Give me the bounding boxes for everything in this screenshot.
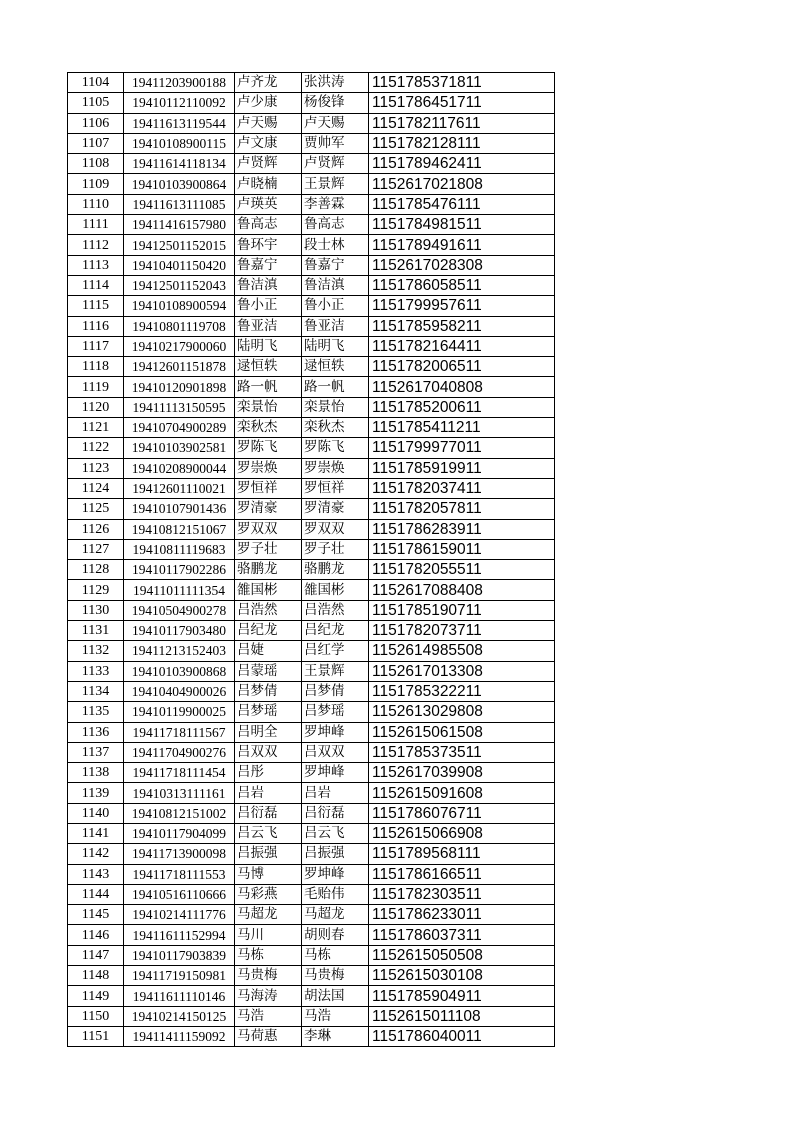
table-row: [68, 235, 555, 255]
table-row: [68, 458, 555, 478]
registration-id-cell: 19410812151002: [124, 803, 235, 823]
payer-name-cell: 马栋: [302, 945, 369, 965]
name-cell: 吕婕: [235, 641, 302, 661]
name-cell: 马博: [235, 864, 302, 884]
table-row: [68, 133, 555, 153]
registration-id-cell: 19410214150125: [124, 1006, 235, 1026]
payment-number-cell: 1151799957611: [369, 296, 555, 316]
registration-id-cell: 19410217900060: [124, 336, 235, 356]
payment-number-cell: 1151789568111: [369, 844, 555, 864]
row-number-cell: 1130: [68, 600, 124, 620]
row-number-cell: 1107: [68, 133, 124, 153]
payer-name-cell: 李琳: [302, 1026, 369, 1046]
payment-number-cell: 1152614985508: [369, 641, 555, 661]
registration-id-cell: 19412601110021: [124, 478, 235, 498]
row-number-cell: 1144: [68, 884, 124, 904]
name-cell: 鲁嘉宁: [235, 255, 302, 275]
name-cell: 马贵梅: [235, 966, 302, 986]
table-row: [68, 905, 555, 925]
table-row: [68, 93, 555, 113]
payment-number-cell: 1151785904911: [369, 986, 555, 1006]
row-number-cell: 1135: [68, 702, 124, 722]
row-number-cell: 1139: [68, 783, 124, 803]
registration-id-cell: 19410103902581: [124, 438, 235, 458]
name-cell: 卢天赐: [235, 113, 302, 133]
payer-name-cell: 栾秋杰: [302, 418, 369, 438]
payment-number-cell: 1151786058511: [369, 275, 555, 295]
registration-id-cell: 19410504900278: [124, 600, 235, 620]
name-cell: 吕振强: [235, 844, 302, 864]
payment-number-cell: 1151782128111: [369, 133, 555, 153]
payer-name-cell: 罗子壮: [302, 539, 369, 559]
name-cell: 卢文康: [235, 133, 302, 153]
payer-name-cell: 贾帅军: [302, 133, 369, 153]
row-number-cell: 1123: [68, 458, 124, 478]
table-row: [68, 600, 555, 620]
table-row: [68, 641, 555, 661]
row-number-cell: 1105: [68, 93, 124, 113]
payer-name-cell: 鲁高志: [302, 215, 369, 235]
row-number-cell: 1108: [68, 154, 124, 174]
payer-name-cell: 李善霖: [302, 194, 369, 214]
name-cell: 鲁亚洁: [235, 316, 302, 336]
registration-id-cell: 19410401150420: [124, 255, 235, 275]
payer-name-cell: 陆明飞: [302, 336, 369, 356]
table-row: [68, 722, 555, 742]
payment-number-cell: 1151785200611: [369, 397, 555, 417]
payer-name-cell: 鲁嘉宁: [302, 255, 369, 275]
table-row: [68, 966, 555, 986]
name-cell: 罗双双: [235, 519, 302, 539]
name-cell: 马栋: [235, 945, 302, 965]
name-cell: 鲁高志: [235, 215, 302, 235]
registration-id-cell: 19410107901436: [124, 499, 235, 519]
row-number-cell: 1140: [68, 803, 124, 823]
row-number-cell: 1114: [68, 275, 124, 295]
payer-name-cell: 吕红学: [302, 641, 369, 661]
payer-name-cell: 王景辉: [302, 174, 369, 194]
registration-id-cell: 19410103900864: [124, 174, 235, 194]
name-cell: 卢齐龙: [235, 73, 302, 93]
row-number-cell: 1126: [68, 519, 124, 539]
row-number-cell: 1142: [68, 844, 124, 864]
registration-id-cell: 19410112110092: [124, 93, 235, 113]
payment-number-cell: 1151784981511: [369, 215, 555, 235]
row-number-cell: 1133: [68, 661, 124, 681]
registration-id-cell: 19411713900098: [124, 844, 235, 864]
payment-number-cell: 1151789462411: [369, 154, 555, 174]
name-cell: 卢瑛英: [235, 194, 302, 214]
table-row: [68, 945, 555, 965]
row-number-cell: 1143: [68, 864, 124, 884]
row-number-cell: 1113: [68, 255, 124, 275]
registration-id-cell: 19410313111161: [124, 783, 235, 803]
payment-number-cell: 1151786283911: [369, 519, 555, 539]
table-row: [68, 742, 555, 762]
row-number-cell: 1132: [68, 641, 124, 661]
payer-name-cell: 吕梦倩: [302, 681, 369, 701]
table-row: [68, 336, 555, 356]
registration-id-cell: 19410811119683: [124, 539, 235, 559]
table-row: [68, 823, 555, 843]
payer-name-cell: 吕衍磊: [302, 803, 369, 823]
registration-id-cell: 19411613119544: [124, 113, 235, 133]
row-number-cell: 1138: [68, 763, 124, 783]
payment-number-cell: 1151785476111: [369, 194, 555, 214]
name-cell: 马浩: [235, 1006, 302, 1026]
registration-id-cell: 19410103900868: [124, 661, 235, 681]
name-cell: 马超龙: [235, 905, 302, 925]
registration-id-cell: 19410108900115: [124, 133, 235, 153]
payment-number-cell: 1151785371811: [369, 73, 555, 93]
table-row: [68, 438, 555, 458]
payer-name-cell: 罗崇焕: [302, 458, 369, 478]
row-number-cell: 1116: [68, 316, 124, 336]
row-number-cell: 1119: [68, 377, 124, 397]
registration-id-cell: 19411203900188: [124, 73, 235, 93]
table-body: [68, 73, 555, 1047]
name-cell: 卢少康: [235, 93, 302, 113]
row-number-cell: 1129: [68, 580, 124, 600]
table-row: [68, 519, 555, 539]
table-row: [68, 215, 555, 235]
table-row: [68, 884, 555, 904]
row-number-cell: 1112: [68, 235, 124, 255]
table-row: [68, 621, 555, 641]
table-row: [68, 73, 555, 93]
registration-id-cell: 19411718111553: [124, 864, 235, 884]
payment-number-cell: 1152617040808: [369, 377, 555, 397]
payer-name-cell: 逯恒轶: [302, 357, 369, 377]
row-number-cell: 1137: [68, 742, 124, 762]
payer-name-cell: 王景辉: [302, 661, 369, 681]
row-number-cell: 1151: [68, 1026, 124, 1046]
payment-number-cell: 1152615091608: [369, 783, 555, 803]
name-cell: 罗清豪: [235, 499, 302, 519]
table-row: [68, 316, 555, 336]
payment-number-cell: 1151785411211: [369, 418, 555, 438]
name-cell: 栾景怡: [235, 397, 302, 417]
payer-name-cell: 卢天赐: [302, 113, 369, 133]
table-row: [68, 844, 555, 864]
row-number-cell: 1110: [68, 194, 124, 214]
payer-name-cell: 杨俊锋: [302, 93, 369, 113]
name-cell: 马海涛: [235, 986, 302, 1006]
payer-name-cell: 卢贤辉: [302, 154, 369, 174]
name-cell: 逯恒轶: [235, 357, 302, 377]
name-cell: 栾秋杰: [235, 418, 302, 438]
payment-number-cell: 1151786451711: [369, 93, 555, 113]
payment-number-cell: 1151782055511: [369, 560, 555, 580]
payment-number-cell: 1151785322211: [369, 681, 555, 701]
registration-id-cell: 19411611110146: [124, 986, 235, 1006]
name-cell: 雒国彬: [235, 580, 302, 600]
data-table: [67, 72, 555, 1047]
payer-name-cell: 罗坤峰: [302, 722, 369, 742]
table-row: [68, 377, 555, 397]
name-cell: 鲁环宇: [235, 235, 302, 255]
table-row: [68, 1026, 555, 1046]
row-number-cell: 1148: [68, 966, 124, 986]
row-number-cell: 1111: [68, 215, 124, 235]
name-cell: 罗崇焕: [235, 458, 302, 478]
registration-id-cell: 19411613111085: [124, 194, 235, 214]
row-number-cell: 1104: [68, 73, 124, 93]
registration-id-cell: 19411011111354: [124, 580, 235, 600]
payer-name-cell: 罗清豪: [302, 499, 369, 519]
payer-name-cell: 马浩: [302, 1006, 369, 1026]
payer-name-cell: 马超龙: [302, 905, 369, 925]
table-row: [68, 783, 555, 803]
row-number-cell: 1106: [68, 113, 124, 133]
name-cell: 罗陈飞: [235, 438, 302, 458]
payment-number-cell: 1151786037311: [369, 925, 555, 945]
name-cell: 路一帆: [235, 377, 302, 397]
payer-name-cell: 罗陈飞: [302, 438, 369, 458]
table-row: [68, 275, 555, 295]
payment-number-cell: 1151786166511: [369, 864, 555, 884]
payer-name-cell: 罗坤峰: [302, 864, 369, 884]
name-cell: 鲁小正: [235, 296, 302, 316]
payment-number-cell: 1151789491611: [369, 235, 555, 255]
row-number-cell: 1124: [68, 478, 124, 498]
payment-number-cell: 1151786159011: [369, 539, 555, 559]
row-number-cell: 1127: [68, 539, 124, 559]
name-cell: 马荷惠: [235, 1026, 302, 1046]
table-row: [68, 560, 555, 580]
name-cell: 马川: [235, 925, 302, 945]
table-row: [68, 357, 555, 377]
name-cell: 吕蒙瑶: [235, 661, 302, 681]
row-number-cell: 1145: [68, 905, 124, 925]
payment-number-cell: 1151786040011: [369, 1026, 555, 1046]
payment-number-cell: 1151782303511: [369, 884, 555, 904]
table-row: [68, 539, 555, 559]
name-cell: 吕纪龙: [235, 621, 302, 641]
table-row: [68, 194, 555, 214]
payer-name-cell: 鲁亚洁: [302, 316, 369, 336]
payment-number-cell: 1152617021808: [369, 174, 555, 194]
payment-number-cell: 1151782117611: [369, 113, 555, 133]
name-cell: 陆明飞: [235, 336, 302, 356]
row-number-cell: 1134: [68, 681, 124, 701]
row-number-cell: 1141: [68, 823, 124, 843]
payer-name-cell: 胡则春: [302, 925, 369, 945]
payer-name-cell: 吕振强: [302, 844, 369, 864]
payment-number-cell: 1151785958211: [369, 316, 555, 336]
payer-name-cell: 张洪涛: [302, 73, 369, 93]
payment-number-cell: 1151799977011: [369, 438, 555, 458]
name-cell: 吕岩: [235, 783, 302, 803]
registration-id-cell: 19411718111567: [124, 722, 235, 742]
row-number-cell: 1146: [68, 925, 124, 945]
table-row: [68, 296, 555, 316]
payment-number-cell: 1151782037411: [369, 478, 555, 498]
row-number-cell: 1128: [68, 560, 124, 580]
row-number-cell: 1147: [68, 945, 124, 965]
table-row: [68, 113, 555, 133]
table-row: [68, 661, 555, 681]
row-number-cell: 1117: [68, 336, 124, 356]
payer-name-cell: 鲁洁滇: [302, 275, 369, 295]
name-cell: 吕梦瑶: [235, 702, 302, 722]
payer-name-cell: 吕云飞: [302, 823, 369, 843]
payment-number-cell: 1151786233011: [369, 905, 555, 925]
table-row: [68, 580, 555, 600]
registration-id-cell: 19410117903839: [124, 945, 235, 965]
payment-number-cell: 1152615030108: [369, 966, 555, 986]
registration-id-cell: 19411113150595: [124, 397, 235, 417]
row-number-cell: 1118: [68, 357, 124, 377]
registration-id-cell: 19411416157980: [124, 215, 235, 235]
registration-id-cell: 19410108900594: [124, 296, 235, 316]
name-cell: 卢晓楠: [235, 174, 302, 194]
registration-id-cell: 19410812151067: [124, 519, 235, 539]
table-row: [68, 864, 555, 884]
registration-id-cell: 19410117902286: [124, 560, 235, 580]
name-cell: 吕浩然: [235, 600, 302, 620]
payer-name-cell: 罗恒祥: [302, 478, 369, 498]
payment-number-cell: 1151785373511: [369, 742, 555, 762]
registration-id-cell: 19411411159092: [124, 1026, 235, 1046]
row-number-cell: 1115: [68, 296, 124, 316]
name-cell: 吕云飞: [235, 823, 302, 843]
registration-id-cell: 19411704900276: [124, 742, 235, 762]
table-row: [68, 702, 555, 722]
row-number-cell: 1149: [68, 986, 124, 1006]
table-row: [68, 681, 555, 701]
row-number-cell: 1122: [68, 438, 124, 458]
name-cell: 卢贤辉: [235, 154, 302, 174]
table-row: [68, 763, 555, 783]
registration-id-cell: 19410801119708: [124, 316, 235, 336]
row-number-cell: 1109: [68, 174, 124, 194]
table-row: [68, 174, 555, 194]
table-row: [68, 478, 555, 498]
payment-number-cell: 1151782073711: [369, 621, 555, 641]
registration-id-cell: 19411614118134: [124, 154, 235, 174]
payment-number-cell: 1152617013308: [369, 661, 555, 681]
row-number-cell: 1125: [68, 499, 124, 519]
name-cell: 吕双双: [235, 742, 302, 762]
table-row: [68, 397, 555, 417]
payment-number-cell: 1152615050508: [369, 945, 555, 965]
payer-name-cell: 吕双双: [302, 742, 369, 762]
row-number-cell: 1150: [68, 1006, 124, 1026]
table-row: [68, 1006, 555, 1026]
registration-id-cell: 19410119900025: [124, 702, 235, 722]
registration-id-cell: 19410214111776: [124, 905, 235, 925]
payer-name-cell: 毛贻伟: [302, 884, 369, 904]
registration-id-cell: 19411719150981: [124, 966, 235, 986]
payer-name-cell: 栾景怡: [302, 397, 369, 417]
registration-id-cell: 19411213152403: [124, 641, 235, 661]
row-number-cell: 1120: [68, 397, 124, 417]
row-number-cell: 1121: [68, 418, 124, 438]
payment-number-cell: 1151782057811: [369, 499, 555, 519]
row-number-cell: 1136: [68, 722, 124, 742]
name-cell: 马彩燕: [235, 884, 302, 904]
registration-id-cell: 19411611152994: [124, 925, 235, 945]
registration-id-cell: 19412601151878: [124, 357, 235, 377]
payment-number-cell: 1152615011108: [369, 1006, 555, 1026]
payer-name-cell: 罗双双: [302, 519, 369, 539]
name-cell: 罗恒祥: [235, 478, 302, 498]
registration-id-cell: 19410120901898: [124, 377, 235, 397]
row-number-cell: 1131: [68, 621, 124, 641]
payment-number-cell: 1151785919911: [369, 458, 555, 478]
table-row: [68, 803, 555, 823]
payment-number-cell: 1151785190711: [369, 600, 555, 620]
payment-number-cell: 1152613029808: [369, 702, 555, 722]
payer-name-cell: 吕岩: [302, 783, 369, 803]
name-cell: 罗子壮: [235, 539, 302, 559]
registration-id-cell: 19410404900026: [124, 681, 235, 701]
payer-name-cell: 骆鹏龙: [302, 560, 369, 580]
registration-id-cell: 19412501152015: [124, 235, 235, 255]
payment-number-cell: 1152615061508: [369, 722, 555, 742]
payer-name-cell: 胡法国: [302, 986, 369, 1006]
payer-name-cell: 罗坤峰: [302, 763, 369, 783]
name-cell: 吕彤: [235, 763, 302, 783]
payer-name-cell: 吕浩然: [302, 600, 369, 620]
registration-id-cell: 19410117904099: [124, 823, 235, 843]
payer-name-cell: 段士林: [302, 235, 369, 255]
table-row: [68, 925, 555, 945]
name-cell: 骆鹏龙: [235, 560, 302, 580]
payment-number-cell: 1151782006511: [369, 357, 555, 377]
payer-name-cell: 吕梦瑶: [302, 702, 369, 722]
table-row: [68, 255, 555, 275]
payment-number-cell: 1152617039908: [369, 763, 555, 783]
name-cell: 鲁洁滇: [235, 275, 302, 295]
payment-number-cell: 1151782164411: [369, 336, 555, 356]
payer-name-cell: 马贵梅: [302, 966, 369, 986]
table-row: [68, 986, 555, 1006]
table-row: [68, 418, 555, 438]
table-row: [68, 499, 555, 519]
payer-name-cell: 雒国彬: [302, 580, 369, 600]
registration-id-cell: 19410704900289: [124, 418, 235, 438]
payer-name-cell: 吕纪龙: [302, 621, 369, 641]
registration-id-cell: 19410516110666: [124, 884, 235, 904]
payer-name-cell: 路一帆: [302, 377, 369, 397]
payment-number-cell: 1152617028308: [369, 255, 555, 275]
name-cell: 吕明全: [235, 722, 302, 742]
payment-number-cell: 1152615066908: [369, 823, 555, 843]
registration-id-cell: 19411718111454: [124, 763, 235, 783]
registration-id-cell: 19410208900044: [124, 458, 235, 478]
name-cell: 吕梦倩: [235, 681, 302, 701]
name-cell: 吕衍磊: [235, 803, 302, 823]
table-row: [68, 154, 555, 174]
registration-id-cell: 19410117903480: [124, 621, 235, 641]
registration-id-cell: 19412501152043: [124, 275, 235, 295]
payment-number-cell: 1151786076711: [369, 803, 555, 823]
payer-name-cell: 鲁小正: [302, 296, 369, 316]
payment-number-cell: 1152617088408: [369, 580, 555, 600]
